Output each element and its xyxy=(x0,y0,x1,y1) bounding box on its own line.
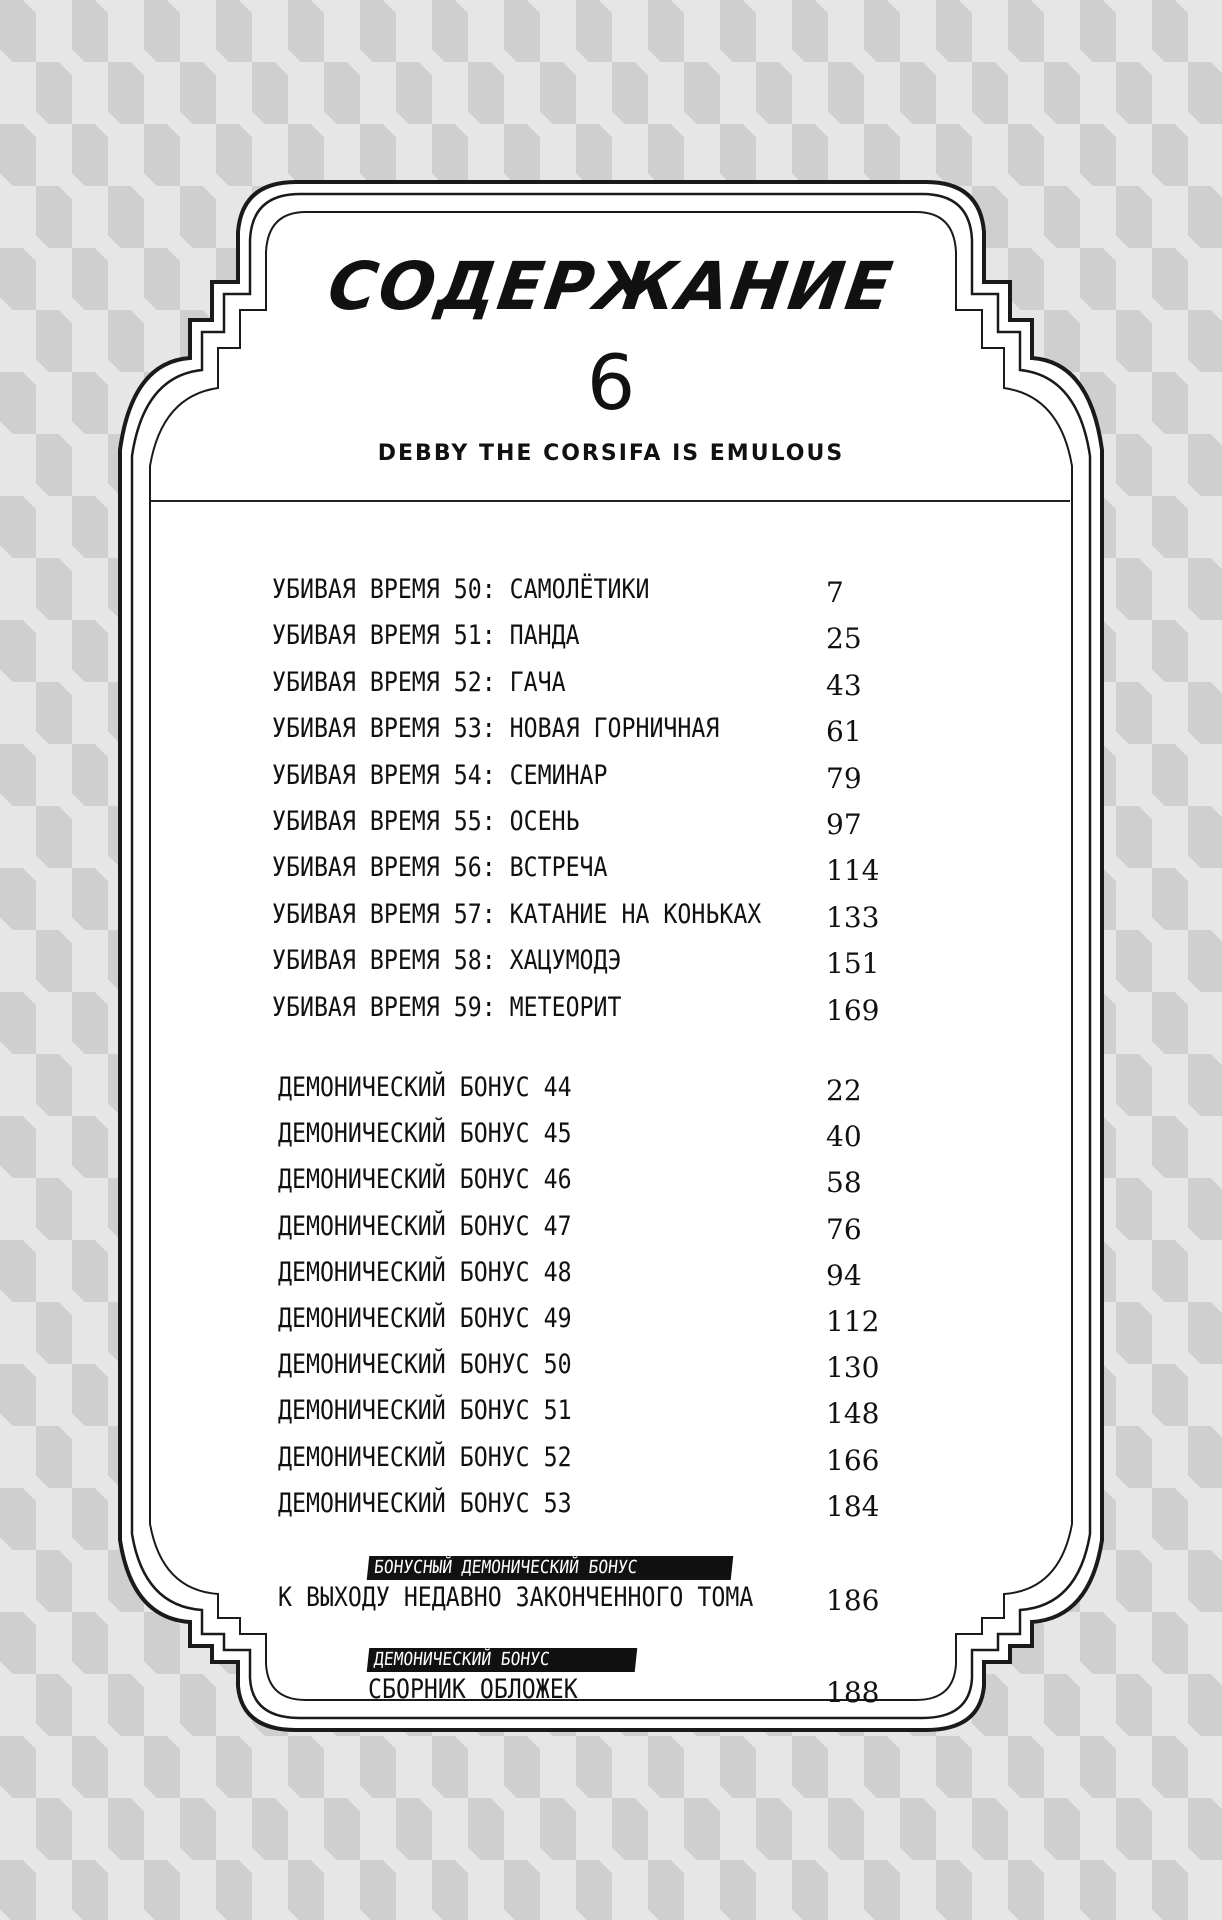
extra-2-page: 188 xyxy=(826,1676,880,1709)
bonus-page-number: 22 xyxy=(826,1074,862,1107)
chapter-page-number: 133 xyxy=(826,900,880,934)
bonus-label: ДЕМОНИЧЕСКИЙ БОНУС 45 xyxy=(278,1118,572,1150)
chapter-label: УБИВАЯ ВРЕМЯ 58: ХАЦУМОДЭ xyxy=(272,945,622,977)
chapter-page-number: 97 xyxy=(826,808,862,841)
chapter-label: УБИВАЯ ВРЕМЯ 59: МЕТЕОРИТ xyxy=(272,991,622,1023)
extra-1-tag xyxy=(367,1556,734,1580)
chapter-label: УБИВАЯ ВРЕМЯ 51: ПАНДА xyxy=(272,620,580,652)
series-title: DEBBY THE CORSIFA IS EMULOUS xyxy=(377,441,845,466)
extra-1-page: 186 xyxy=(826,1584,880,1617)
bonus-page-number: 76 xyxy=(826,1212,862,1246)
title-divider xyxy=(150,500,1070,502)
bonus-label: ДЕМОНИЧЕСКИЙ БОНУС 48 xyxy=(278,1256,572,1288)
chapter-label: УБИВАЯ ВРЕМЯ 55: ОСЕНЬ xyxy=(272,806,580,837)
bonus-label: ДЕМОНИЧЕСКИЙ БОНУС 51 xyxy=(278,1395,572,1427)
bonus-page-number: 94 xyxy=(826,1258,862,1292)
toc-title: СОДЕРЖАНИЕ xyxy=(323,248,899,325)
chapter-page-number: 79 xyxy=(826,761,862,795)
chapter-page-number: 43 xyxy=(826,668,862,702)
bonus-label: ДЕМОНИЧЕСКИЙ БОНУС 52 xyxy=(278,1441,572,1473)
extra-1-tag-text: БОНУСНЫЙ ДЕМОНИЧЕСКИЙ БОНУС xyxy=(372,1557,639,1578)
bonus-page-number: 148 xyxy=(826,1397,880,1431)
bonus-page-number: 184 xyxy=(826,1489,880,1523)
bonus-label: ДЕМОНИЧЕСКИЙ БОНУС 53 xyxy=(278,1487,572,1519)
chapter-page-number: 25 xyxy=(826,622,862,656)
bonus-label: ДЕМОНИЧЕСКИЙ БОНУС 47 xyxy=(278,1210,572,1242)
bonus-page-number: 40 xyxy=(826,1120,862,1154)
bonus-label: ДЕМОНИЧЕСКИЙ БОНУС 49 xyxy=(278,1303,572,1334)
bonus-label: ДЕМОНИЧЕСКИЙ БОНУС 50 xyxy=(278,1349,572,1381)
bonus-page-number: 58 xyxy=(826,1166,862,1200)
chapter-page-number: 151 xyxy=(826,947,880,981)
chapter-label: УБИВАЯ ВРЕМЯ 57: КАТАНИЕ НА КОНЬКАХ xyxy=(272,898,762,930)
bonus-label: ДЕМОНИЧЕСКИЙ БОНУС 44 xyxy=(278,1072,572,1103)
bonus-page-number: 130 xyxy=(826,1351,880,1385)
chapter-page-number: 61 xyxy=(826,715,862,749)
chapter-label: УБИВАЯ ВРЕМЯ 53: НОВАЯ ГОРНИЧНАЯ xyxy=(272,713,720,745)
extra-2-label: СБОРНИК ОБЛОЖЕК xyxy=(368,1674,578,1705)
chapter-label: УБИВАЯ ВРЕМЯ 54: СЕМИНАР xyxy=(272,759,608,791)
chapter-page-number: 114 xyxy=(826,854,880,888)
volume-number: 6 xyxy=(586,338,636,427)
extra-1-label: К ВЫХОДУ НЕДАВНО ЗАКОНЧЕННОГО ТОМА xyxy=(278,1582,754,1613)
bonus-label: ДЕМОНИЧЕСКИЙ БОНУС 46 xyxy=(278,1164,572,1196)
chapter-label: УБИВАЯ ВРЕМЯ 52: ГАЧА xyxy=(272,666,566,698)
chapter-page-number: 169 xyxy=(826,993,880,1027)
chapter-label: УБИВАЯ ВРЕМЯ 50: САМОЛЁТИКИ xyxy=(272,574,650,605)
extra-2-tag-text: ДЕМОНИЧЕСКИЙ БОНУС xyxy=(372,1649,551,1670)
bonus-page-number: 166 xyxy=(826,1443,880,1477)
chapter-page-number: 7 xyxy=(826,576,844,609)
bonus-page-number: 112 xyxy=(826,1305,880,1338)
extra-2-tag xyxy=(367,1648,638,1672)
chapter-label: УБИВАЯ ВРЕМЯ 56: ВСТРЕЧА xyxy=(272,852,608,884)
